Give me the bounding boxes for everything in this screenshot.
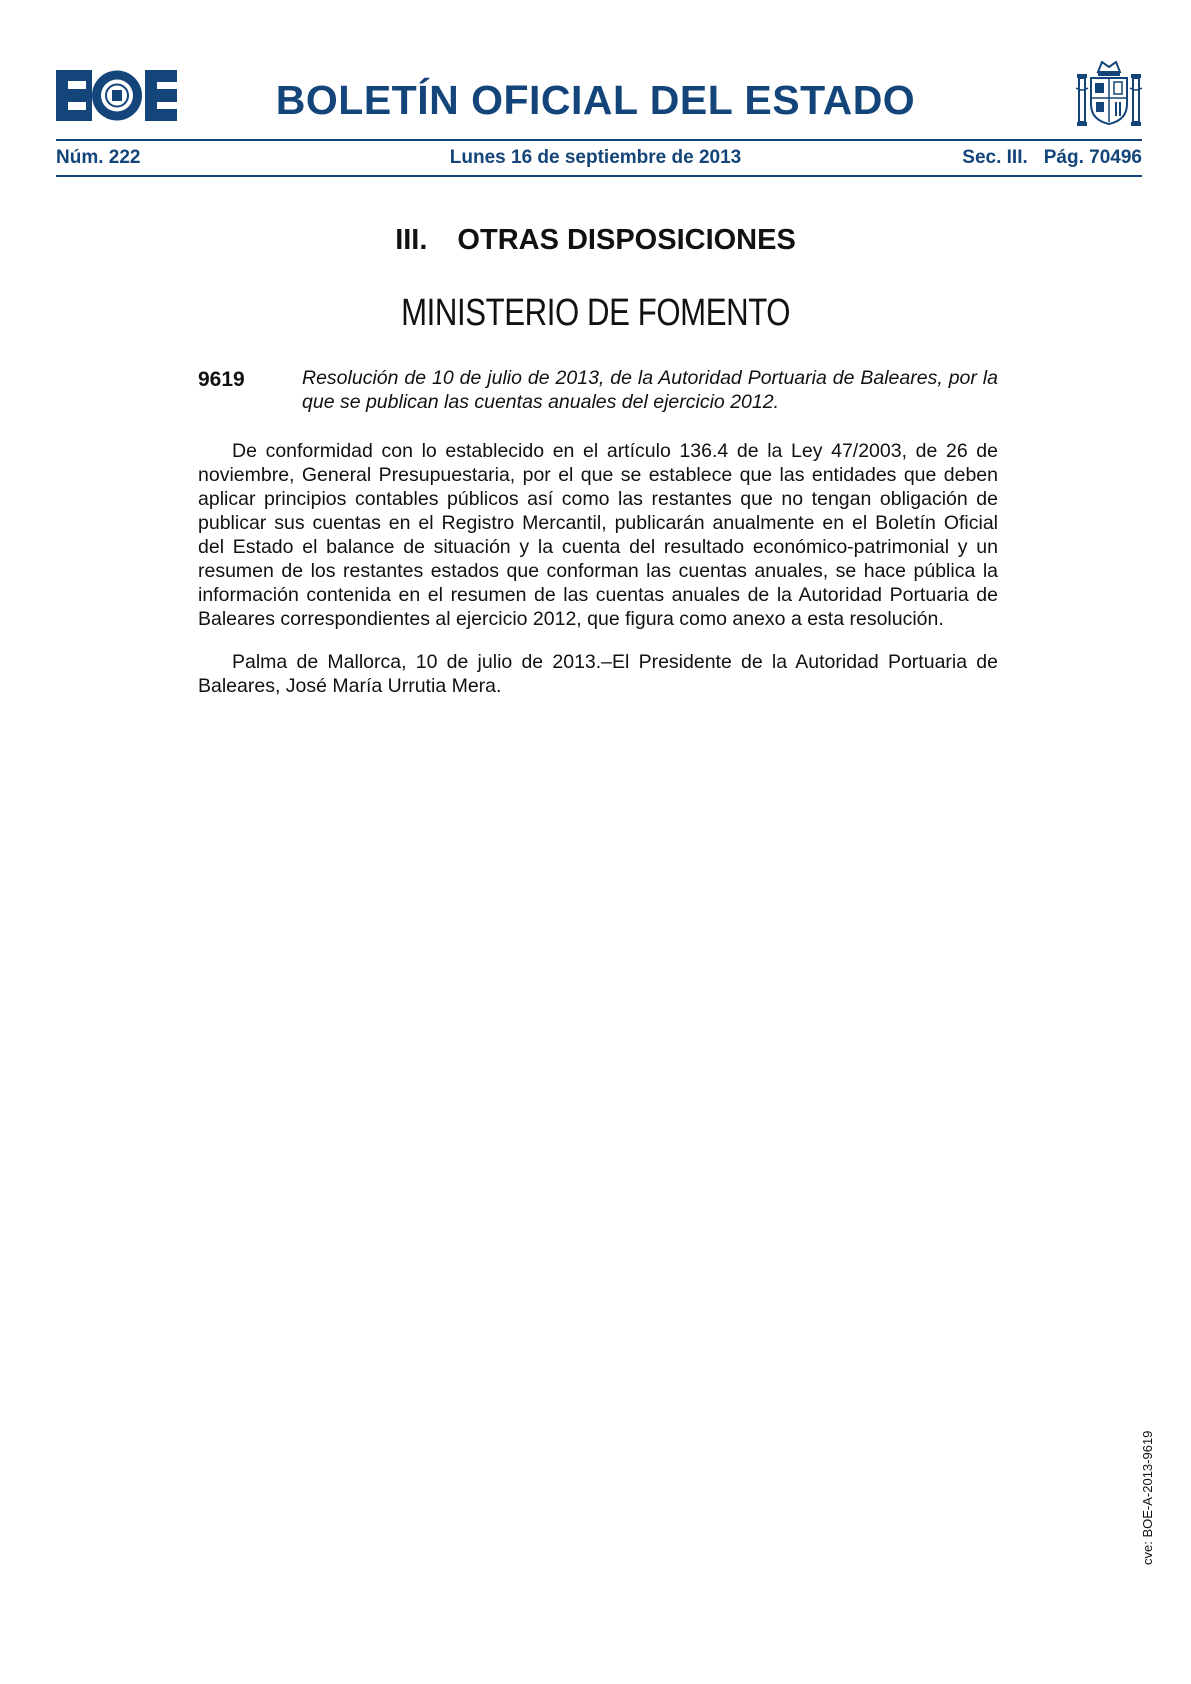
disposition-title: Resolución de 10 de julio de 2013, de la Autoridad Portuaria de Baleares, por la que se publican las cuentas anuales del ejercicio 2012.: [302, 367, 998, 413]
issue-number: Núm. 222: [56, 147, 141, 168]
section-roman: III.: [395, 224, 428, 256]
section-label: Sec. III.: [962, 147, 1028, 168]
cve-code: cve: BOE-A-2013-9619: [1140, 1430, 1155, 1565]
header-rule-bottom: [56, 175, 1142, 177]
header-rule-top: [56, 139, 1142, 141]
section-title: OTRAS DISPOSICIONES: [457, 224, 796, 256]
disposition-number: 9619: [198, 368, 245, 391]
publication-title: BOLETÍN OFICIAL DEL ESTADO: [275, 77, 916, 123]
ministry-heading: MINISTERIO DE FOMENTO: [401, 292, 791, 334]
coat-of-arms-icon: [1076, 58, 1142, 128]
issue-date: Lunes 16 de septiembre de 2013: [449, 147, 742, 168]
section-heading: [0, 222, 1191, 258]
body-paragraph: De conformidad con lo establecido en el artículo 136.4 de la Ley 47/2003, de 26 de noviembre, General Presupuestaria, por el que se establece que las entidades que deben aplicar principios contables públicos así como las restantes que no tengan obligación de publicar sus cuentas en el Registro Mercantil, publicarán anualmente en el Boletín Oficial del Estado el balance de situación y la cuenta del resultado económico-patrimonial y un resumen de los restantes estados que conforman las cuentas anuales, se hace pública la información contenida en el resumen de las cuentas anuales de la Autoridad Portuaria de Baleares correspondientes al ejercicio 2012, que figura como anexo a esta resolución.: [198, 440, 998, 630]
section-page-info: [962, 145, 1142, 171]
signature-paragraph: Palma de Mallorca, 10 de julio de 2013.–El Presidente de la Autoridad Portuaria de Baleares, José María Urrutia Mera.: [198, 651, 998, 697]
page-label: Pág. 70496: [1043, 147, 1142, 168]
boe-logo: [56, 70, 177, 121]
